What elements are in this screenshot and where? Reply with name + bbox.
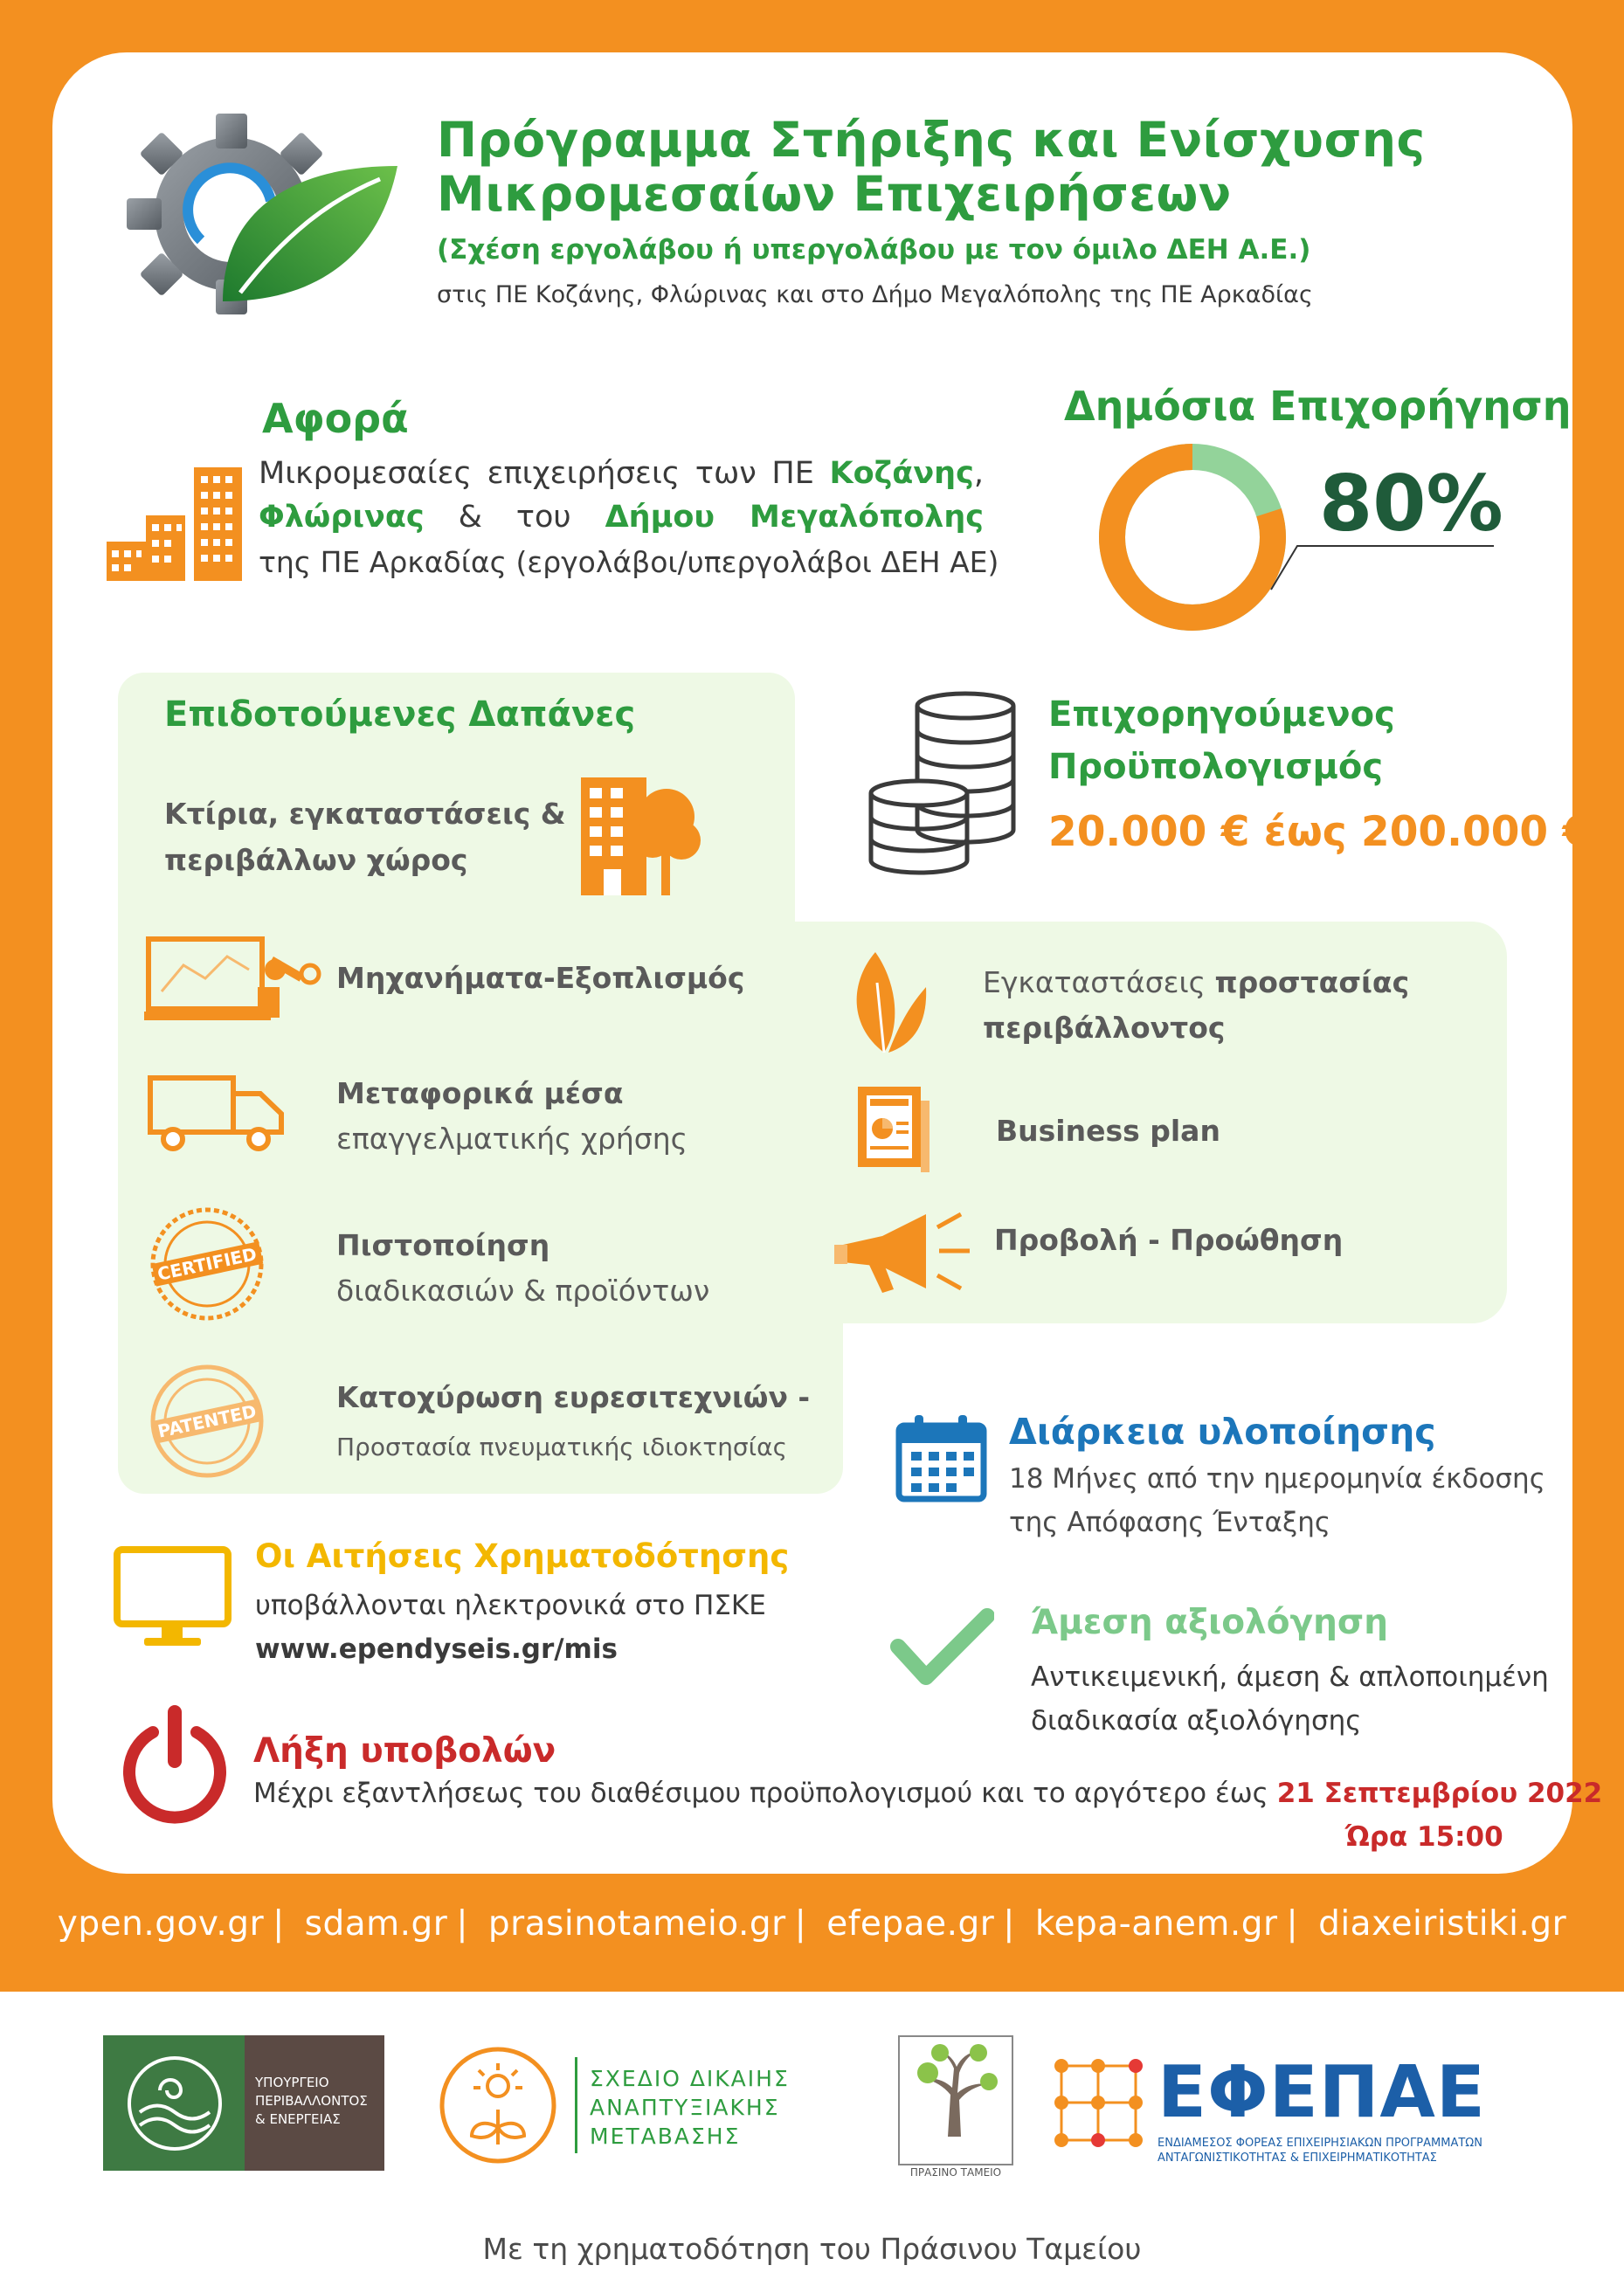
- svg-text:PATENTED: PATENTED: [155, 1400, 259, 1442]
- sdam-line1: ΣΧΕΔΙΟ ΔΙΚΑΙΗΣ: [590, 2066, 790, 2091]
- expense-certification-line1: Πιστοποίηση: [336, 1228, 550, 1262]
- evaluation-title: Άμεση αξιολόγηση: [1031, 1603, 1388, 1642]
- leaves-icon: [849, 948, 928, 1057]
- power-icon: [114, 1702, 236, 1824]
- efepae-line1: ΕΝΔΙΑΜΕΣΟΣ ΦΟΡΕΑΣ ΕΠΙΧΕΙΡΗΣΙΑΚΩΝ ΠΡΟΓΡΑΜΜΑΤΩΝ: [1158, 2137, 1482, 2150]
- expense-business-plan: Business plan: [996, 1114, 1220, 1148]
- expense-transport-line1: Μεταφορικά μέσα: [336, 1076, 624, 1110]
- efepae-dots-icon: [1048, 2053, 1149, 2153]
- checkmark-icon: [889, 1607, 994, 1690]
- truck-icon: [147, 1074, 287, 1153]
- expenses-title: Επιδοτούμενες Δαπάνες: [164, 694, 636, 735]
- ministry-line2: ΠΕΡΙΒΑΛΛΟΝΤΟΣ: [255, 2093, 368, 2109]
- expense-env-line1: Εγκαταστάσεις προστασίας: [983, 965, 1410, 999]
- ministry-line3: & ΕΝΕΡΓΕΙΑΣ: [255, 2111, 341, 2127]
- afora-line3: της ΠΕ Αρκαδίας (εργολάβοι/υπεργολάβοι ΔΕΗ ΑΕ): [259, 545, 999, 579]
- site-link[interactable]: prasinotameio.gr: [487, 1904, 786, 1944]
- machinery-robot-icon: [144, 935, 323, 1026]
- ministry-line1: ΥΠΟΥΡΓΕΙΟ: [255, 2075, 329, 2090]
- expense-patents-line2: Προστασία πνευματικής ιδιοκτησίας: [336, 1433, 788, 1461]
- ministry-emblem-icon: [122, 2051, 227, 2156]
- monitor-icon: [114, 1546, 232, 1651]
- efepae-name: ΕΦΕΠΑΕ: [1158, 2051, 1486, 2134]
- megaphone-icon: [834, 1205, 974, 1302]
- budget-line1: Επιχορηγούμενος: [1048, 694, 1395, 735]
- funding-note: Με τη χρηματοδότηση του Πράσινου Ταμείου: [482, 2232, 1142, 2266]
- green-fund-label: ΠΡΑΣΙΝΟ ΤΑΜΕΙΟ: [909, 2166, 1002, 2179]
- budget-line2: Προϋπολογισμός: [1048, 747, 1384, 787]
- sdam-line3: ΜΕΤΑΒΑΣΗΣ: [590, 2124, 741, 2149]
- deadline-time: Ώρα 15:00: [1345, 1821, 1503, 1853]
- expense-transport-line2: επαγγελματικής χρήσης: [336, 1122, 688, 1156]
- site-link[interactable]: ypen.gov.gr: [57, 1904, 265, 1944]
- sdam-divider: [575, 2057, 577, 2153]
- business-plan-icon: [854, 1083, 933, 1175]
- evaluation-line2: διαδικασία αξιολόγησης: [1031, 1705, 1362, 1737]
- expense-buildings-line2: περιβάλλων χώρος: [164, 843, 468, 877]
- afora-line1: Μικρομεσαίες επιχειρήσεις των ΠΕ Κοζάνης,: [259, 456, 984, 491]
- deadline-title: Λήξη υποβολών: [253, 1731, 556, 1771]
- page-subtitle: (Σχέση εργολάβου ή υπεργολάβου με τον όμιλο ΔΕΗ Α.Ε.): [437, 234, 1311, 266]
- expense-promotion: Προβολή - Προώθηση: [994, 1223, 1344, 1257]
- sdam-line2: ΑΝΑΠΤΥΞΙΑΚΗΣ: [590, 2095, 780, 2120]
- expense-certification-line2: διαδικασιών & προϊόντων: [336, 1274, 710, 1308]
- expense-machinery: Μηχανήματα-Εξοπλισμός: [336, 961, 745, 995]
- coins-stack-icon: [865, 690, 1022, 878]
- certified-stamp-icon: [149, 1205, 266, 1323]
- buildings-icon: [107, 463, 246, 585]
- building-tree-icon: [572, 769, 703, 900]
- site-link[interactable]: efepae.gr: [826, 1904, 995, 1944]
- afora-line2: Φλώρινας & του Δήμου Μεγαλόπολης: [259, 500, 984, 535]
- evaluation-line1: Αντικειμενική, άμεση & απλοποιημένη: [1031, 1661, 1549, 1693]
- budget-amount: 20.000 € έως 200.000 €: [1048, 808, 1592, 856]
- applications-line1: υποβάλλονται ηλεκτρονικά στο ΠΣΚΕ: [255, 1590, 766, 1621]
- applications-title: Οι Αιτήσεις Χρηματοδότησης: [255, 1537, 790, 1575]
- duration-title: Διάρκεια υλοποίησης: [1009, 1411, 1436, 1453]
- efepae-line2: ΑΝΤΑΓΩΝΙΣΤΙΚΟΤΗΤΑΣ & ΕΠΙΧΕΙΡΗΜΑΤΙΚΟΤΗΤΑΣ: [1158, 2151, 1437, 2165]
- afora-title: Αφορά: [262, 395, 409, 442]
- gear-leaf-logo-icon: [118, 105, 406, 323]
- duration-line2: της Απόφασης Ένταξης: [1009, 1507, 1331, 1538]
- grant-percent: 80%: [1319, 459, 1503, 549]
- calendar-icon: [895, 1415, 987, 1502]
- site-link[interactable]: diaxeiristiki.gr: [1318, 1904, 1567, 1944]
- duration-line1: 18 Μήνες από την ημερομηνία έκδοσης: [1009, 1463, 1545, 1495]
- sdam-logo-icon: [437, 2044, 559, 2166]
- site-link[interactable]: sdam.gr: [304, 1904, 448, 1944]
- region-text: στις ΠΕ Κοζάνης, Φλώρινας και στο Δήμο Μεγαλόπολης της ΠΕ Αρκαδίας: [437, 281, 1313, 308]
- expense-patents-line1: Κατοχύρωση ευρεσιτεχνιών -: [336, 1380, 811, 1414]
- deadline-text: Μέχρι εξαντλήσεως του διαθέσιμου προϋπολογισμού και το αργότερο έως 21 Σεπτεμβρίου 2022: [253, 1778, 1603, 1809]
- grant-title: Δημόσια Επιχορήγηση: [1064, 383, 1572, 430]
- site-link[interactable]: kepa-anem.gr: [1034, 1904, 1278, 1944]
- patented-stamp-icon: [149, 1363, 266, 1481]
- expense-env-line2: περιβάλλοντος: [983, 1011, 1226, 1045]
- page-title-line2: Μικρομεσαίων Επιχειρήσεων: [437, 166, 1232, 222]
- applications-url[interactable]: www.ependyseis.gr/mis: [255, 1633, 618, 1665]
- expense-buildings-line1: Κτίρια, εγκαταστάσεις &: [164, 797, 566, 831]
- green-fund-tree-icon: [909, 2042, 1000, 2138]
- svg-text:CERTIFIED: CERTIFIED: [155, 1243, 259, 1285]
- footer-sites: ypen.gov.gr | sdam.gr | prasinotameio.gr | efepae.gr | kepa-anem.gr | diaxeiristiki.gr: [57, 1904, 1567, 1944]
- page-title-line1: Πρόγραμμα Στήριξης και Ενίσχυσης: [437, 112, 1426, 168]
